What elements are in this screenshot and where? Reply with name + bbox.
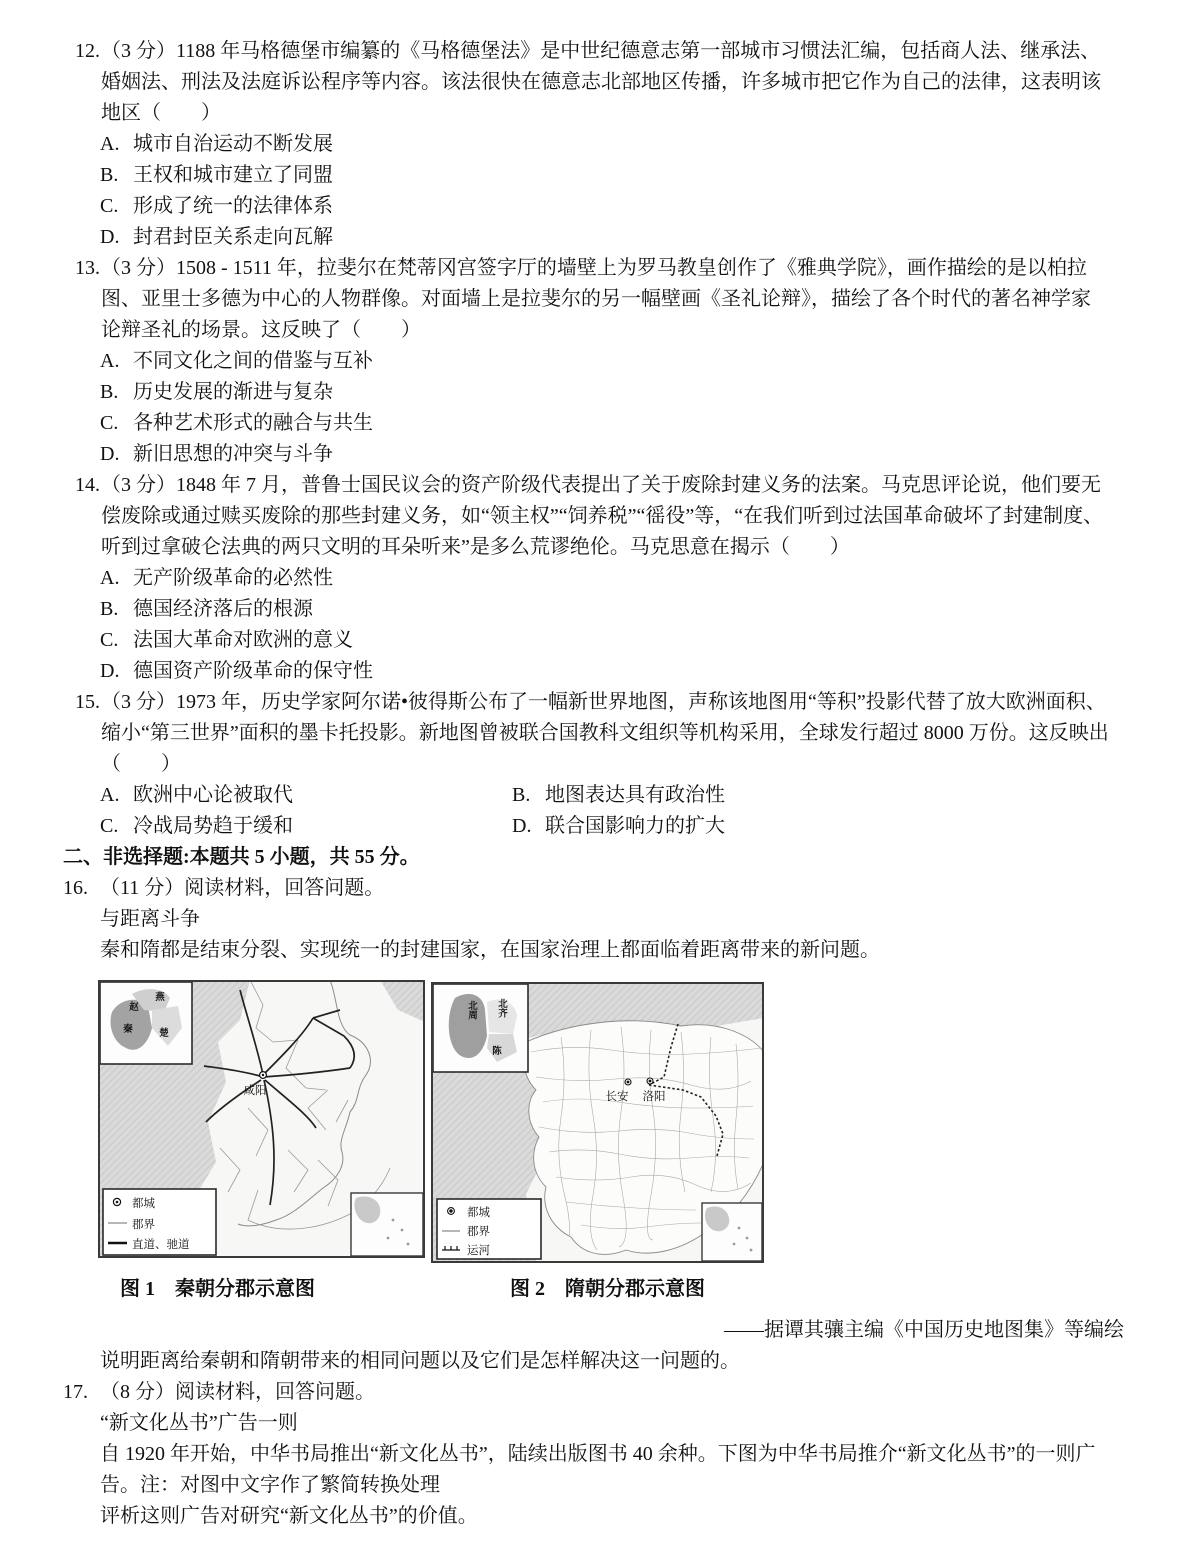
material-title: 与距离斗争 xyxy=(100,908,200,930)
question-number: 17. xyxy=(63,1381,88,1403)
option-label: C. xyxy=(100,629,119,651)
inset-state-label: 秦 xyxy=(123,1025,133,1035)
option-text: 欧洲中心论被取代 xyxy=(133,784,293,806)
capital-dot-icon xyxy=(448,1208,455,1215)
source-attribution: ——据谭其骧主编《中国历史地图集》等编绘 xyxy=(724,1319,1124,1341)
warring-states-inset-map xyxy=(100,982,192,1064)
option-label: B. xyxy=(100,164,119,186)
inset-state-label: 楚 xyxy=(159,1029,169,1039)
option-d xyxy=(512,811,1110,842)
option-text: 德国资产阶级革命的保守性 xyxy=(133,660,373,682)
capital-dot-icon xyxy=(113,1198,120,1205)
option-label: C. xyxy=(100,412,119,434)
option-c xyxy=(100,811,512,842)
question-17 xyxy=(63,1377,1110,1532)
option-d xyxy=(100,439,1110,470)
legend-label: 郡界 xyxy=(132,1219,155,1231)
option-a xyxy=(100,563,1110,594)
inset-state-label: 燕 xyxy=(155,993,165,1003)
option-c xyxy=(100,408,1110,439)
question-intro: （8 分）阅读材料，回答问题。 xyxy=(100,1381,375,1403)
question-13 xyxy=(63,253,1110,470)
qin-map-svg xyxy=(98,980,425,1258)
inset-state-label: 陈 xyxy=(492,1047,502,1057)
options-grid xyxy=(100,780,1110,842)
figure-1-caption: 图 1 秦朝分郡示意图 xyxy=(120,1278,315,1300)
capital-label: 洛阳 xyxy=(642,1091,666,1103)
material-text: 秦和隋都是结束分裂、实现统一的封建国家，在国家治理上都面临着距离带来的新问题。 xyxy=(100,939,880,961)
pre-sui-states-inset-map xyxy=(433,984,528,1072)
legend-label: 直道、驰道 xyxy=(132,1239,190,1251)
option-b xyxy=(100,160,1110,191)
option-label: A. xyxy=(100,350,120,372)
option-text: 无产阶级革命的必然性 xyxy=(133,567,333,589)
question-stem: （3 分）1508 - 1511 年，拉斐尔在梵蒂冈宫签字厅的墙壁上为罗马教皇创作了《雅典学院》，画作描绘的是以柏拉图、亚里士多德为中心的人物群像。对面墙上是拉斐尔的另一幅壁画《圣礼论辩》，描绘了各个时代的著名神学家论辩圣礼的场景。这反映了（ ） xyxy=(101,257,1091,341)
option-d xyxy=(100,222,1110,253)
options-list xyxy=(100,346,1110,470)
question-12 xyxy=(63,36,1110,253)
option-text: 历史发展的渐进与复杂 xyxy=(133,381,333,403)
figures-row xyxy=(63,980,1110,1262)
question-14 xyxy=(63,470,1110,687)
option-text: 王权和城市建立了同盟 xyxy=(133,164,333,186)
question-intro: （11 分）阅读材料，回答问题。 xyxy=(100,877,385,899)
option-text: 联合国影响力的扩大 xyxy=(545,815,725,837)
option-text: 德国经济落后的根源 xyxy=(133,598,313,620)
question-number: 13. xyxy=(75,257,100,279)
option-text: 法国大革命对欧洲的意义 xyxy=(133,629,353,651)
sui-map-svg xyxy=(431,982,764,1263)
question-16 xyxy=(63,873,1110,966)
option-label: A. xyxy=(100,784,120,806)
legend-label: 都城 xyxy=(467,1207,490,1219)
option-label: B. xyxy=(512,784,531,806)
legend-label: 运河 xyxy=(467,1245,490,1257)
option-c xyxy=(100,625,1110,656)
option-text: 地图表达具有政治性 xyxy=(545,784,725,806)
option-label: D. xyxy=(512,815,532,837)
legend-box xyxy=(437,1199,541,1259)
option-d xyxy=(100,656,1110,687)
option-label: D. xyxy=(100,660,120,682)
option-a xyxy=(100,780,512,811)
option-text: 城市自治运动不断发展 xyxy=(133,133,333,155)
figure-captions-row xyxy=(63,1274,1110,1305)
figure-1-qin-map xyxy=(98,980,425,1268)
figure-2-caption: 图 2 隋朝分郡示意图 xyxy=(510,1278,705,1300)
options-list xyxy=(100,563,1110,687)
option-b xyxy=(100,594,1110,625)
question-17-task: 评析这则广告对研究“新文化丛书”的价值。 xyxy=(100,1505,478,1527)
option-b xyxy=(512,780,1110,811)
option-label: A. xyxy=(100,567,120,589)
south-sea-inset-map xyxy=(702,1203,762,1261)
option-text: 新旧思想的冲突与斗争 xyxy=(133,443,333,465)
option-a xyxy=(100,129,1110,160)
question-number: 16. xyxy=(63,877,88,899)
question-stem: （3 分）1973 年，历史学家阿尔诺•彼得斯公布了一幅新世界地图，声称该地图用“等积”投影代替了放大欧洲面积、缩小“第三世界”面积的墨卡托投影。新地图曾被联合国教科文组织等机构采用，全球发行超过 8000 万份。这反映出（ ） xyxy=(101,691,1109,775)
option-label: B. xyxy=(100,381,119,403)
south-sea-inset-map xyxy=(351,1193,423,1256)
inset-state-label: 赵 xyxy=(129,1003,139,1013)
legend-label: 都城 xyxy=(132,1198,155,1210)
option-label: B. xyxy=(100,598,119,620)
options-list xyxy=(100,129,1110,253)
canal-line-icon xyxy=(442,1246,460,1250)
legend-box xyxy=(103,1189,216,1255)
question-stem: （3 分）1188 年马格德堡市编纂的《马格德堡法》是中世纪德意志第一部城市习惯法汇编，包括商人法、继承法、婚姻法、刑法及法庭诉讼程序等内容。该法很快在德意志北部地区传播，许多城市把它作为自己的法律，这表明该地区（ ） xyxy=(101,40,1101,124)
option-label: C. xyxy=(100,815,119,837)
option-text: 各种艺术形式的融合与共生 xyxy=(133,412,373,434)
section-heading: 二、非选择题:本题共 5 小题，共 55 分。 xyxy=(63,846,420,868)
question-number: 15. xyxy=(75,691,100,713)
option-a xyxy=(100,346,1110,377)
option-text: 封君封臣关系走向瓦解 xyxy=(133,226,333,248)
question-15 xyxy=(63,687,1110,842)
option-text: 不同文化之间的借鉴与互补 xyxy=(133,350,373,372)
capital-label: 咸阳 xyxy=(243,1085,267,1097)
inset-state-label: 北齐 xyxy=(496,998,506,1018)
figure-2-sui-map xyxy=(431,982,764,1273)
option-b xyxy=(100,377,1110,408)
option-label: A. xyxy=(100,133,120,155)
question-16-task: 说明距离给秦朝和隋朝带来的相同问题以及它们是怎样解决这一问题的。 xyxy=(100,1350,740,1372)
material-title: “新文化丛书”广告一则 xyxy=(100,1412,298,1434)
question-number: 12. xyxy=(75,40,100,62)
option-text: 冷战局势趋于缓和 xyxy=(133,815,293,837)
option-c xyxy=(100,191,1110,222)
material-text: 自 1920 年开始，中华书局推出“新文化丛书”，陆续出版图书 40 余种。下图为中华书局推介“新文化丛书”的一则广告。注：对图中文字作了繁简转换处理 xyxy=(100,1443,1096,1496)
option-label: D. xyxy=(100,226,120,248)
option-label: C. xyxy=(100,195,119,217)
inset-state-label: 北周 xyxy=(466,1000,476,1020)
option-text: 形成了统一的法律体系 xyxy=(133,195,333,217)
legend-label: 郡界 xyxy=(467,1226,490,1238)
question-number: 14. xyxy=(75,474,100,496)
option-label: D. xyxy=(100,443,120,465)
capital-label: 长安 xyxy=(605,1091,629,1103)
question-stem: （3 分）1848 年 7 月，普鲁士国民议会的资产阶级代表提出了关于废除封建义务的法案。马克思评论说，他们要无偿废除或通过赎买废除的那些封建义务，如“领主权”“饲养税”“徭役”等，“在我们听到过法国革命破坏了封建制度、听到过拿破仑法典的两只文明的耳朵听来”是多么荒谬绝伦。马克思意在揭示（ ） xyxy=(101,474,1104,558)
